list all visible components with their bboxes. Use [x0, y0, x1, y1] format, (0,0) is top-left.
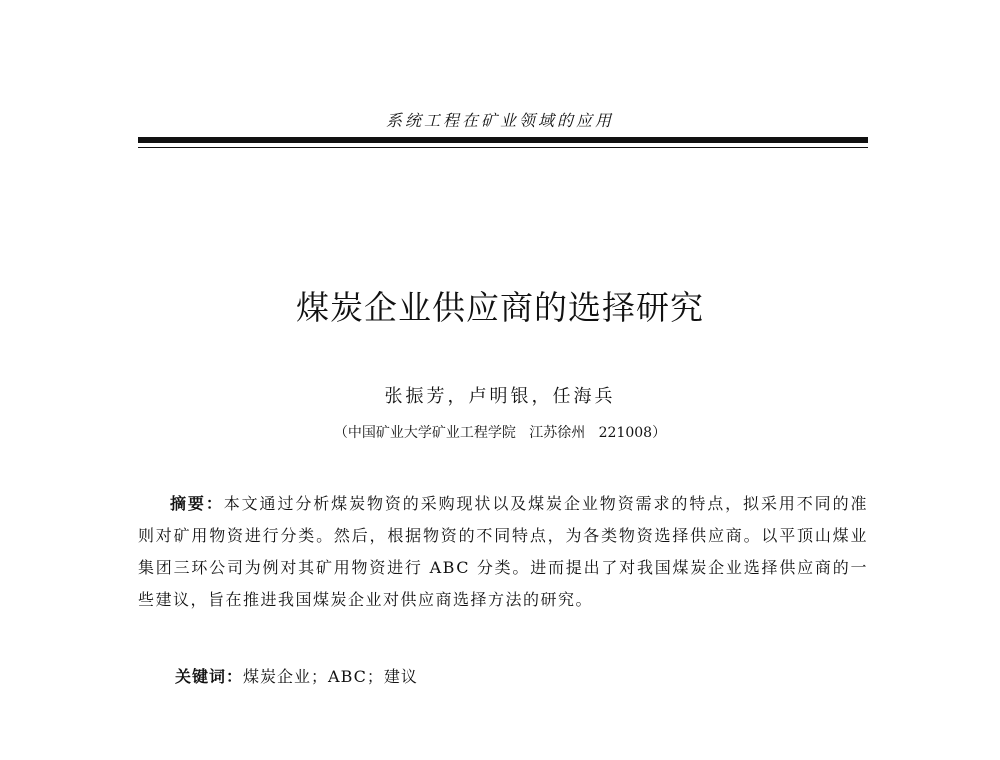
abstract-text: 本文通过分析煤炭物资的采购现状以及煤炭企业物资需求的特点，拟采用不同的准则对矿用物资进行分类。然后，根据物资的不同特点，为各类物资选择供应商。以平顶山煤业集团三环公司为例对其矿用物资进行 ABC 分类。进而提出了对我国煤炭企业选择供应商的一些建议，旨在推进我国煤炭企业对供应商选择方法的研究。 [138, 494, 868, 609]
affiliation-close-paren: ） [652, 425, 667, 441]
affiliation-postcode: 221008 [598, 425, 653, 441]
paper-title: 煤炭企业供应商的选择研究 [296, 288, 704, 327]
abstract-label: 摘要： [170, 494, 224, 513]
header-rule-thick [138, 137, 868, 143]
running-header: 系统工程在矿业领域的应用 [385, 111, 614, 130]
abstract [138, 488, 868, 616]
header-rule-thin [138, 147, 868, 148]
affiliation-open-paren: （ [333, 425, 348, 441]
author-list: 张振芳，卢明银，任海兵 [384, 386, 616, 407]
affiliation-institution: 中国矿业大学矿业工程学院 [347, 425, 516, 441]
affiliation-place: 江苏徐州 [529, 425, 586, 441]
keywords-label: 关键词： [175, 667, 244, 686]
affiliation [0, 422, 1000, 442]
keywords [175, 664, 418, 687]
keywords-text: 煤炭企业；ABC；建议 [243, 667, 418, 686]
